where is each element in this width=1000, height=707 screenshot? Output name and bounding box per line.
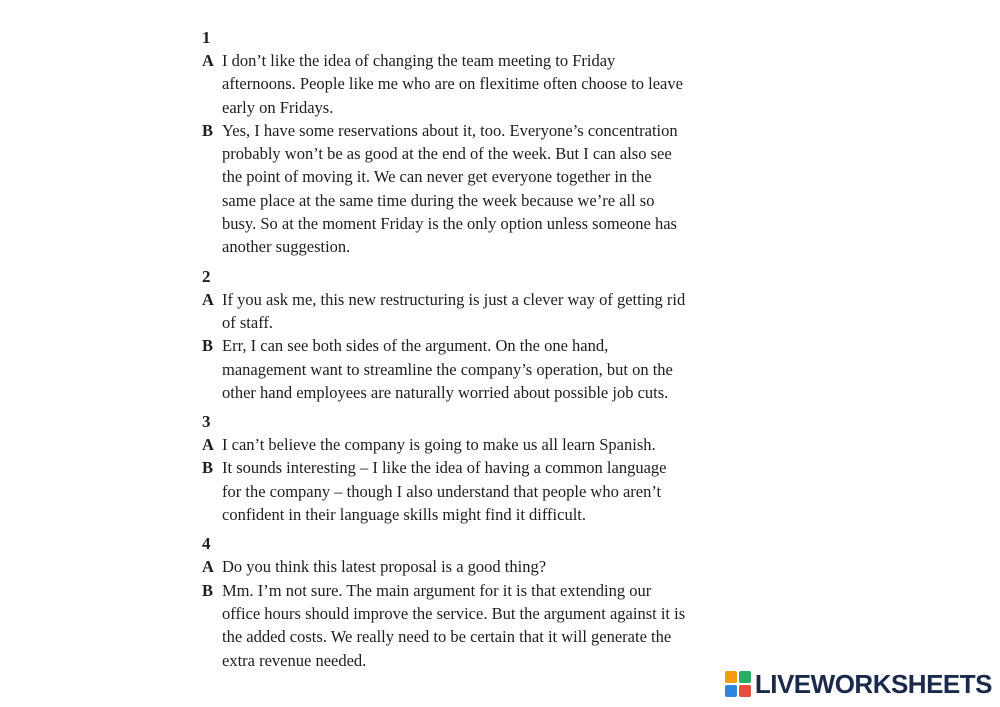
- text-line: the added costs. We really need to be certain that it will generate the: [222, 627, 672, 647]
- text-line: for the company – though I also understand that people who aren’t: [222, 481, 662, 501]
- liveworksheets-logo[interactable]: [725, 667, 992, 701]
- dialogue-section: [202, 26, 842, 259]
- text-line: office hours should improve the service. But the argument against it is: [222, 603, 686, 623]
- section-number: 2: [202, 266, 211, 286]
- turn-text: [222, 456, 842, 526]
- text-line: Mm. I’m not sure. The main argument for it is that extending our: [222, 580, 652, 600]
- logo-badge-cell: [725, 671, 737, 683]
- turn-text: [222, 579, 842, 672]
- text-line: I can’t believe the company is going to make us all learn Spanish.: [222, 435, 656, 455]
- dialogue-turn: [202, 579, 842, 672]
- speaker-label: B: [202, 120, 214, 140]
- text-line: another suggestion.: [222, 237, 351, 257]
- turn-text: [222, 288, 842, 335]
- dialogue-section: [202, 532, 842, 671]
- logo-badge-cell: [725, 685, 737, 697]
- logo-text: LIVEWORKSHEETS: [754, 668, 992, 699]
- speaker-label: B: [202, 336, 214, 356]
- turn-text: [222, 49, 842, 119]
- turn-text: [222, 334, 842, 404]
- text-line: It sounds interesting – I like the idea of having a common language: [222, 458, 667, 478]
- dialogue-turn: [202, 555, 842, 578]
- text-line: I don’t like the idea of changing the team meeting to Friday: [222, 51, 616, 70]
- text-line: confident in their language skills might find it difficult.: [222, 505, 587, 525]
- logo-badge-cell: [739, 671, 751, 683]
- speaker-label: B: [202, 580, 214, 600]
- dialogue-section: [202, 410, 842, 526]
- text-line: afternoons. People like me who are on flexitime often choose to leave: [222, 74, 683, 94]
- dialogue-section: [202, 265, 842, 404]
- text-line: If you ask me, this new restructuring is just a clever way of getting rid: [222, 289, 686, 309]
- speaker-label: A: [202, 557, 214, 577]
- dialogue-turn: [202, 119, 842, 259]
- text-line: extra revenue needed.: [222, 650, 367, 670]
- dialogue-document: [202, 26, 842, 672]
- speaker-label: A: [202, 51, 214, 70]
- speaker-label: A: [202, 289, 214, 309]
- section-number: 1: [202, 28, 211, 47]
- dialogue-turn: [202, 456, 842, 526]
- text-line: busy. So at the moment Friday is the only option unless someone has: [222, 214, 677, 234]
- turn-text: [222, 433, 842, 456]
- liveworksheets-logo-icon: [725, 671, 751, 697]
- section-number: 4: [202, 534, 211, 554]
- text-line: probably won’t be as good at the end of the week. But I can also see: [222, 144, 672, 164]
- text-line: other hand employees are naturally worried about possible job cuts.: [222, 382, 669, 402]
- text-line: the point of moving it. We can never get everyone together in the: [222, 167, 652, 187]
- text-line: management want to streamline the company’s operation, but on the: [222, 359, 673, 379]
- dialogue-turn: [202, 49, 842, 119]
- dialogue-turn: [202, 334, 842, 404]
- dialogue-turn: [202, 433, 842, 456]
- section-number: 3: [202, 412, 211, 432]
- dialogue-turn: [202, 288, 842, 335]
- text-line: Yes, I have some reservations about it, too. Everyone’s concentration: [222, 120, 678, 140]
- text-line: Err, I can see both sides of the argument. On the one hand,: [222, 336, 609, 356]
- turn-text: [222, 555, 842, 578]
- text-line: of staff.: [222, 312, 274, 332]
- text-line: Do you think this latest proposal is a good thing?: [222, 557, 547, 577]
- logo-badge-cell: [739, 685, 751, 697]
- text-line: early on Fridays.: [222, 97, 334, 117]
- speaker-label: A: [202, 435, 214, 455]
- text-line: same place at the same time during the week because we’re all so: [222, 190, 655, 210]
- speaker-label: B: [202, 458, 214, 478]
- turn-text: [222, 119, 842, 259]
